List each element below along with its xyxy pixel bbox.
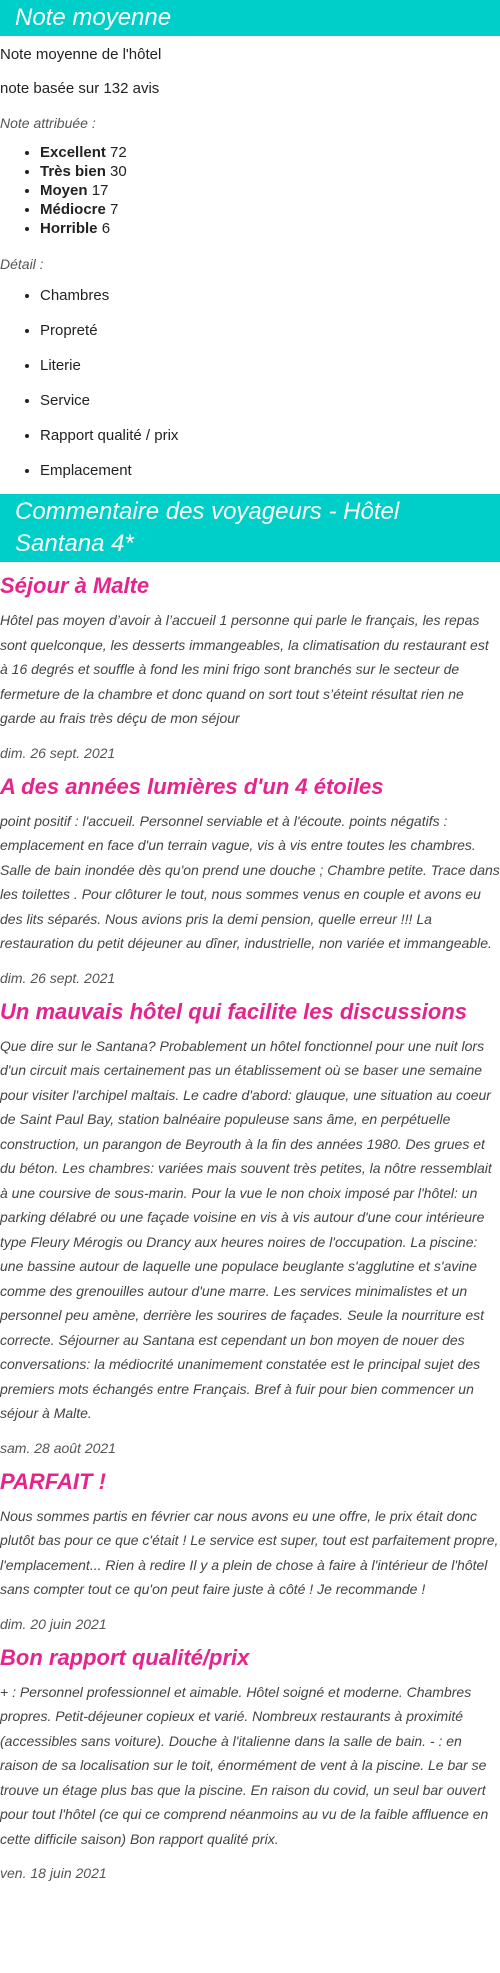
review-body: Nous sommes partis en février car nous avons eu une offre, le prix était donc plutôt bas pour ce que c'était ! Le service est super, tout est parfaitement propre, l'emplacement... Rien à redire Il y a plein de chose à faire à l'intérieur de l'hôtel sans compter tout ce qu'on peut faire juste à côté ! Je recommande ! — [0, 1507, 499, 1597]
review-title: Séjour à Malte — [0, 573, 150, 598]
rating-label: Médiocre — [40, 201, 106, 218]
hotel-rating-label: Note moyenne de l'hôtel — [0, 46, 162, 63]
review-title: PARFAIT ! — [0, 1468, 106, 1494]
rating-label: Horrible — [40, 220, 98, 237]
section-header-comments: Commentaire des voyageurs - Hôtel Santana 4* — [0, 494, 500, 562]
review-body: + : Personnel professionnel et aimable. Hôtel soigné et moderne. Chambres propres. Petit-déjeuner copieux et varié. Nombreux restaurants à proximité (accessibles sans voiture). Douche à l'italienne dans la salle de bain. - : en raison de sa localisation sur le toit, énormément de vent à la piscine. Le bar se trouve un étage plus bas que la piscine. En raison du covid, un seul bar ouvert pour tout l'hôtel (ce qui ce comprend néanmoins au vu de la faible affluence en cette difficile saison) Bon rapport qualité prix. — [0, 1683, 489, 1847]
rating-item — [40, 181, 500, 200]
rating-section — [0, 0, 500, 488]
review-count-text: note basée sur 132 avis — [0, 80, 160, 97]
rating-count: 17 — [91, 182, 109, 199]
review-title: Bon rapport qualité/prix — [0, 1644, 250, 1670]
detail-item: • Rapport qualité / prix — [40, 418, 500, 453]
detail-item: • Chambres — [40, 278, 500, 313]
review — [0, 1644, 500, 1882]
attributed-label: Note attribuée : — [0, 115, 96, 131]
review — [0, 572, 500, 761]
rating-count: 72 — [110, 144, 127, 161]
detail-item: • Literie — [40, 348, 500, 383]
detail-item: • Emplacement — [40, 453, 500, 488]
review-body: point positif : l'accueil. Personnel serviable et à l'écoute. points négatifs : emplacement en face d'un terrain vague, vis à vis entre toutes les chambres. Salle de bain inondée dès qu'on prend une douche ; Chambre petite. Trace dans les toilettes . Pour clôturer le tout, nous sommes venus en couple et avons eu des lits séparés. Nous avions pris la demi pension, quelle erreur !!! La restauration du petit déjeuner au dîner, industrielle, non variée et immangeable. — [0, 812, 500, 951]
detail-label: Détail : — [0, 256, 44, 272]
review-date: ven. 18 juin 2021 — [0, 1865, 107, 1881]
review — [0, 998, 500, 1456]
review-date: dim. 26 sept. 2021 — [0, 969, 116, 986]
ratings-list — [0, 143, 500, 238]
rating-label: Très bien — [40, 163, 106, 180]
rating-count: 30 — [110, 163, 127, 180]
rating-item — [40, 143, 500, 162]
review-date: dim. 20 juin 2021 — [0, 1615, 107, 1632]
review — [0, 1468, 500, 1632]
rating-count: 7 — [110, 201, 119, 218]
review-body: Hôtel pas moyen d’avoir à l’accueil 1 personne qui parle le français, les repas sont quelconque, les desserts immangeables, la climatisation du restaurant est à 16 degrés et souffle à fond les mini frigo sont branchés sur le secteur de fermeture de la chambre et donc quand on sort tout s’éteint résultat rien ne garde au frais très déçu de mon séjour — [0, 612, 489, 726]
comments-section — [0, 494, 500, 1881]
detail-item: • Service — [40, 383, 500, 418]
review — [0, 773, 500, 986]
details-list — [0, 278, 500, 488]
section-header-rating: Note moyenne — [0, 0, 500, 36]
review-body: Que dire sur le Santana? Probablement un hôtel fonctionnel pour une nuit lors d'un circuit mais certainement pas un établissement où se baser une semaine pour visiter l'archipel maltais. Le cadre d'abord: glauque, une situation au coeur de Saint Paul Bay, station balnéaire populeuse sans âme, en perpétuelle construction, un parangon de Beyrouth à la fin des années 1980. Des grues et du béton. Les chambres: variées mais souvent très petites, la nôtre ressemblait à une coursive de sous-marin. Pour la vue le non choix imposé par l'hôtel: un parking délabré ou une façade voisine en vis à vis autour d'une cour intérieure type Fleury Mérogis ou Drancy aux heures noires de l'occupation. La piscine: une bassine autour de laquelle une populace beuglante s'agglutine et s'avine comme des grenouilles autour d'une marre. Les services minimalistes et un personnel peu amène, derrière les sourires de façades. Seule la nourriture est correcte. Séjourner au Santana est cependant un bon moyen de nouer des conversations: la médiocrité unanimement constatée est le principal sujet des premiers mots échangés entre Français. Bref à fuir pour bien commencer un séjour à Malte. — [0, 1037, 492, 1421]
detail-item: • Propreté — [40, 313, 500, 348]
review-title: A des années lumières d'un 4 étoiles — [0, 773, 384, 799]
rating-count: 6 — [101, 220, 111, 237]
rating-item — [40, 162, 500, 181]
review-date: dim. 26 sept. 2021 — [0, 744, 116, 761]
review-title: Un mauvais hôtel qui facilite les discussions — [0, 998, 468, 1024]
rating-label: Moyen — [40, 182, 88, 199]
rating-item — [40, 219, 500, 238]
rating-item — [40, 200, 500, 219]
rating-label: Excellent — [40, 144, 106, 161]
review-date: sam. 28 août 2021 — [0, 1439, 116, 1456]
